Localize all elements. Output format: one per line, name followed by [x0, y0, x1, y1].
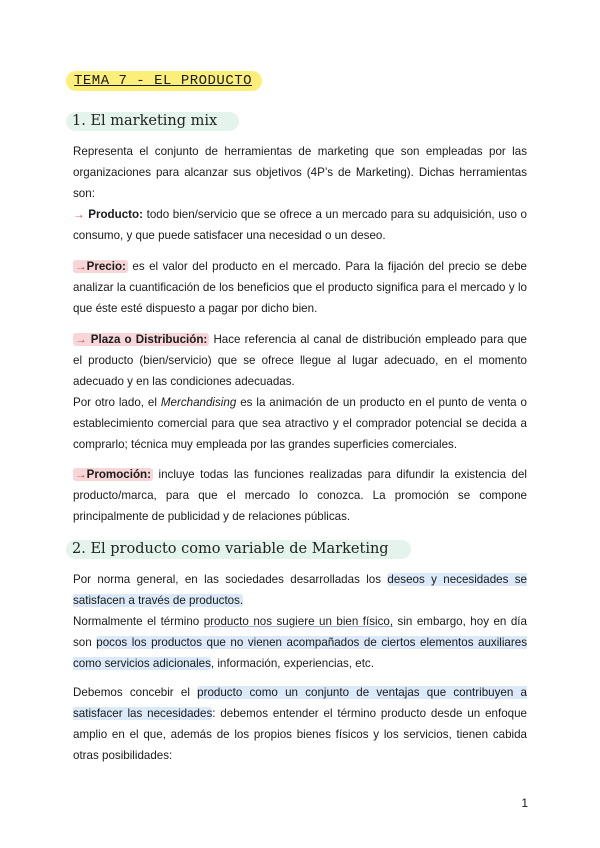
intro-text: Representa el conjunto de herramientas de marketing que son empleadas por las organizaciones para alcanzar sus objetivos (4P’s de Marketing). Dichas herramientas son: [73, 145, 527, 200]
label-producto: Producto: [88, 208, 143, 221]
highlight-pocos-productos: pocos los productos que no vienen acompañados de ciertos elementos auxiliares como servicios adicionales [73, 636, 527, 670]
text-p2b: sin embargo, hoy en día son [73, 615, 527, 649]
term-merchandising: Merchandising [160, 396, 237, 409]
text-merch-pre: Por otro lado, el [73, 396, 157, 409]
paragraph-precio [73, 256, 527, 319]
arrow-icon: → [75, 468, 87, 481]
text-p3b: : debemos entender el término producto desde un enfoque amplio en el que, además de los propios bienes físicos y los servicios, tienen cabida otras posibilidades: [73, 707, 527, 762]
text-p3a: Debemos concebir el [73, 686, 190, 699]
arrow-icon: → [75, 260, 87, 273]
paragraph-norma [73, 569, 527, 674]
page-number: 1 [521, 796, 528, 810]
text-producto: todo bien/servicio que se ofrece a un mercado para su adquisición, uso o consumo, y que puede satisfacer una necesidad o un deseo. [73, 208, 527, 242]
paragraph-promocion [73, 464, 527, 527]
label-precio: →Precio: [75, 260, 126, 273]
paragraph-intro [73, 141, 527, 246]
section-heading-marketing-mix: 1. El marketing mix [66, 112, 239, 131]
text-p2c: , información, experiencias, etc. [210, 657, 374, 670]
text-promocion: incluye todas las funciones realizadas para difundir la existencia del producto/marca, para que el mercado lo conozca. La promoción se compone principalmente de publicidad y de relaciones públicas. [73, 468, 527, 523]
text-merch: es la animación de un producto en el punto de venta o establecimiento comercial para que sea atractivo y el comprador potencial se decida a comprarlo; técnica muy empleada por las grandes superficies comerciales. [73, 396, 527, 451]
document-title: TEMA 7 - EL PRODUCTO [66, 71, 262, 91]
arrow-icon: → [75, 333, 87, 346]
text-precio: es el valor del producto en el mercado. Para la fijación del precio se debe analizar la cuantificación de los beneficios que el producto significa para el mercado y lo que éste esté dispuesto a pagar por dicho bien. [73, 260, 527, 315]
arrow-icon: → [73, 208, 85, 221]
text-p1: Por norma general, en las sociedades desarrolladas los [73, 573, 382, 586]
text-p2a: Normalmente el término [73, 615, 200, 628]
label-plaza: → Plaza o Distribución: [75, 333, 208, 346]
paragraph-concebir [73, 682, 527, 766]
highlight-conjunto-ventajas: producto como un conjunto de ventajas que contribuyen a satisfacer las necesidades [73, 686, 527, 720]
label-promocion: →Promoción: [75, 468, 152, 481]
paragraph-plaza [73, 329, 527, 455]
underline-bien-fisico: producto nos sugiere un bien físico, [203, 615, 394, 628]
section-heading-producto-variable: 2. El producto como variable de Marketing [66, 540, 411, 559]
text-plaza: Hace referencia al canal de distribución empleado para que el producto (bien/servicio) que se ofrece llegue al lugar adecuado, en el momento adecuado y en las condiciones adecuadas. [73, 333, 527, 388]
highlight-deseos: deseos y necesidades se satisfacen a través de productos. [73, 573, 527, 607]
